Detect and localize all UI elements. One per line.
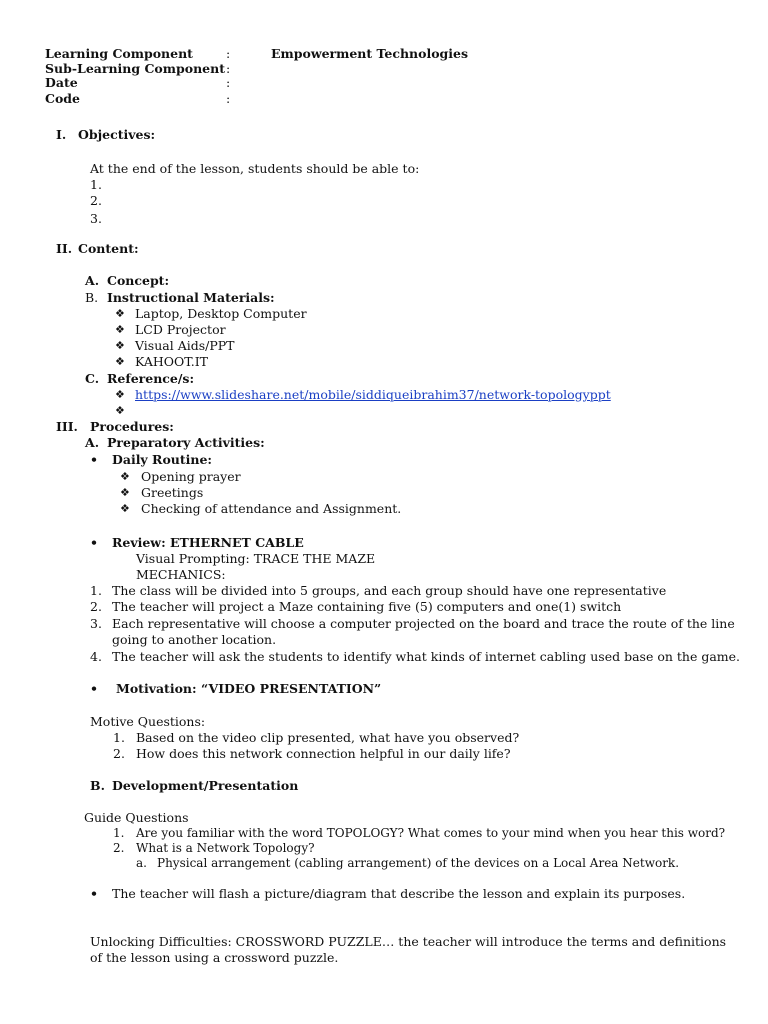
header-colon: : xyxy=(226,91,231,106)
sub-item-letter: a. xyxy=(136,856,147,870)
subsection-letter: B. xyxy=(90,778,105,793)
review-prompting: Visual Prompting: TRACE THE MAZE xyxy=(136,551,376,566)
review-label: Review: ETHERNET CABLE xyxy=(112,535,304,550)
section-heading: Procedures: xyxy=(90,419,174,434)
list-item: The teacher will ask the students to identify what kinds of internet cabling used base on the game. xyxy=(112,649,741,664)
list-item: Based on the video clip presented, what have you observed? xyxy=(136,730,520,745)
list-item-number: 3. xyxy=(90,616,102,631)
diamond-bullet-icon: ❖ xyxy=(115,388,125,401)
bullet-icon: • xyxy=(90,886,98,901)
diamond-bullet-icon: ❖ xyxy=(115,355,125,368)
section-heading: Content: xyxy=(78,241,139,256)
list-item: Checking of attendance and Assignment. xyxy=(141,501,402,516)
subsection-label: Reference/s: xyxy=(107,371,195,386)
unlocking-difficulties-continued: of the lesson using a crossword puzzle. xyxy=(90,950,339,965)
list-item: Are you familiar with the word TOPOLOGY? What comes to your mind when you hear this word? xyxy=(136,826,726,840)
list-item-number: 1. xyxy=(90,583,102,598)
diamond-bullet-icon: ❖ xyxy=(115,323,125,336)
flash-statement: The teacher will flash a picture/diagram that describe the lesson and explain its purposes. xyxy=(112,886,686,901)
motivation-label: Motivation: “VIDEO PRESENTATION” xyxy=(116,681,382,696)
diamond-bullet-icon: ❖ xyxy=(120,502,130,515)
list-item: What is a Network Topology? xyxy=(136,841,315,855)
objectives-intro: At the end of the lesson, students should be able to: xyxy=(90,161,420,176)
header-label: Learning Component xyxy=(45,46,193,61)
list-item: Visual Aids/PPT xyxy=(135,338,235,353)
daily-routine-label: Daily Routine: xyxy=(112,452,213,467)
bullet-icon: • xyxy=(90,535,98,550)
unlocking-difficulties: Unlocking Difficulties: CROSSWORD PUZZLE… the teacher will introduce the terms and definitions xyxy=(90,934,727,949)
list-item-number: 4. xyxy=(90,649,102,664)
motive-questions-label: Motive Questions: xyxy=(90,714,206,729)
list-item-number: 1. xyxy=(113,826,125,840)
subsection-label: Preparatory Activities: xyxy=(107,435,265,450)
list-item-number: 1. xyxy=(113,730,125,745)
subsection-letter: A. xyxy=(85,435,100,450)
subsection-letter: B. xyxy=(85,290,99,305)
header-value: Empowerment Technologies xyxy=(271,46,469,61)
sub-item: Physical arrangement (cabling arrangement) of the devices on a Local Area Network. xyxy=(157,856,680,870)
review-mechanics: MECHANICS: xyxy=(136,567,226,582)
header-colon: : xyxy=(226,46,231,61)
header-label: Code xyxy=(45,91,80,106)
subsection-label: Concept: xyxy=(107,273,170,288)
guide-questions-label: Guide Questions xyxy=(84,810,189,825)
section-numeral: III. xyxy=(56,419,78,434)
subsection-letter: C. xyxy=(85,371,100,386)
diamond-bullet-icon: ❖ xyxy=(115,404,125,417)
list-item-continued: going to another location. xyxy=(112,632,277,647)
section-numeral: I. xyxy=(56,127,67,142)
diamond-bullet-icon: ❖ xyxy=(115,307,125,320)
bullet-icon: • xyxy=(90,681,98,696)
header-label: Sub-Learning Component xyxy=(45,61,225,76)
section-numeral: II. xyxy=(56,241,73,256)
subsection-label: Instructional Materials: xyxy=(107,290,275,305)
bullet-icon: • xyxy=(90,452,98,467)
header-colon: : xyxy=(226,75,231,90)
list-item: LCD Projector xyxy=(135,322,226,337)
list-item-number: 3. xyxy=(90,211,102,226)
subsection-letter: A. xyxy=(85,273,100,288)
list-item: Greetings xyxy=(141,485,204,500)
diamond-bullet-icon: ❖ xyxy=(120,470,130,483)
list-item-number: 2. xyxy=(90,193,102,208)
diamond-bullet-icon: ❖ xyxy=(115,339,125,352)
header-colon: : xyxy=(226,61,231,76)
list-item: The teacher will project a Maze containing five (5) computers and one(1) switch xyxy=(112,599,622,614)
list-item-number: 2. xyxy=(113,746,125,761)
list-item: KAHOOT.IT xyxy=(135,354,209,369)
list-item: How does this network connection helpful in our daily life? xyxy=(136,746,511,761)
diamond-bullet-icon: ❖ xyxy=(120,486,130,499)
list-item: Opening prayer xyxy=(141,469,241,484)
subsection-label: Development/Presentation xyxy=(112,778,299,793)
list-item-number: 2. xyxy=(113,841,125,855)
reference-link[interactable]: https://www.slideshare.net/mobile/siddiqueibrahim37/network-topologyppt xyxy=(135,387,611,402)
header-label: Date xyxy=(45,75,78,90)
list-item: Each representative will choose a computer projected on the board and trace the route of the line xyxy=(112,616,735,631)
list-item-number: 1. xyxy=(90,177,102,192)
list-item: Laptop, Desktop Computer xyxy=(135,306,307,321)
section-heading: Objectives: xyxy=(78,127,156,142)
list-item-number: 2. xyxy=(90,599,102,614)
list-item: The class will be divided into 5 groups, and each group should have one representative xyxy=(112,583,667,598)
